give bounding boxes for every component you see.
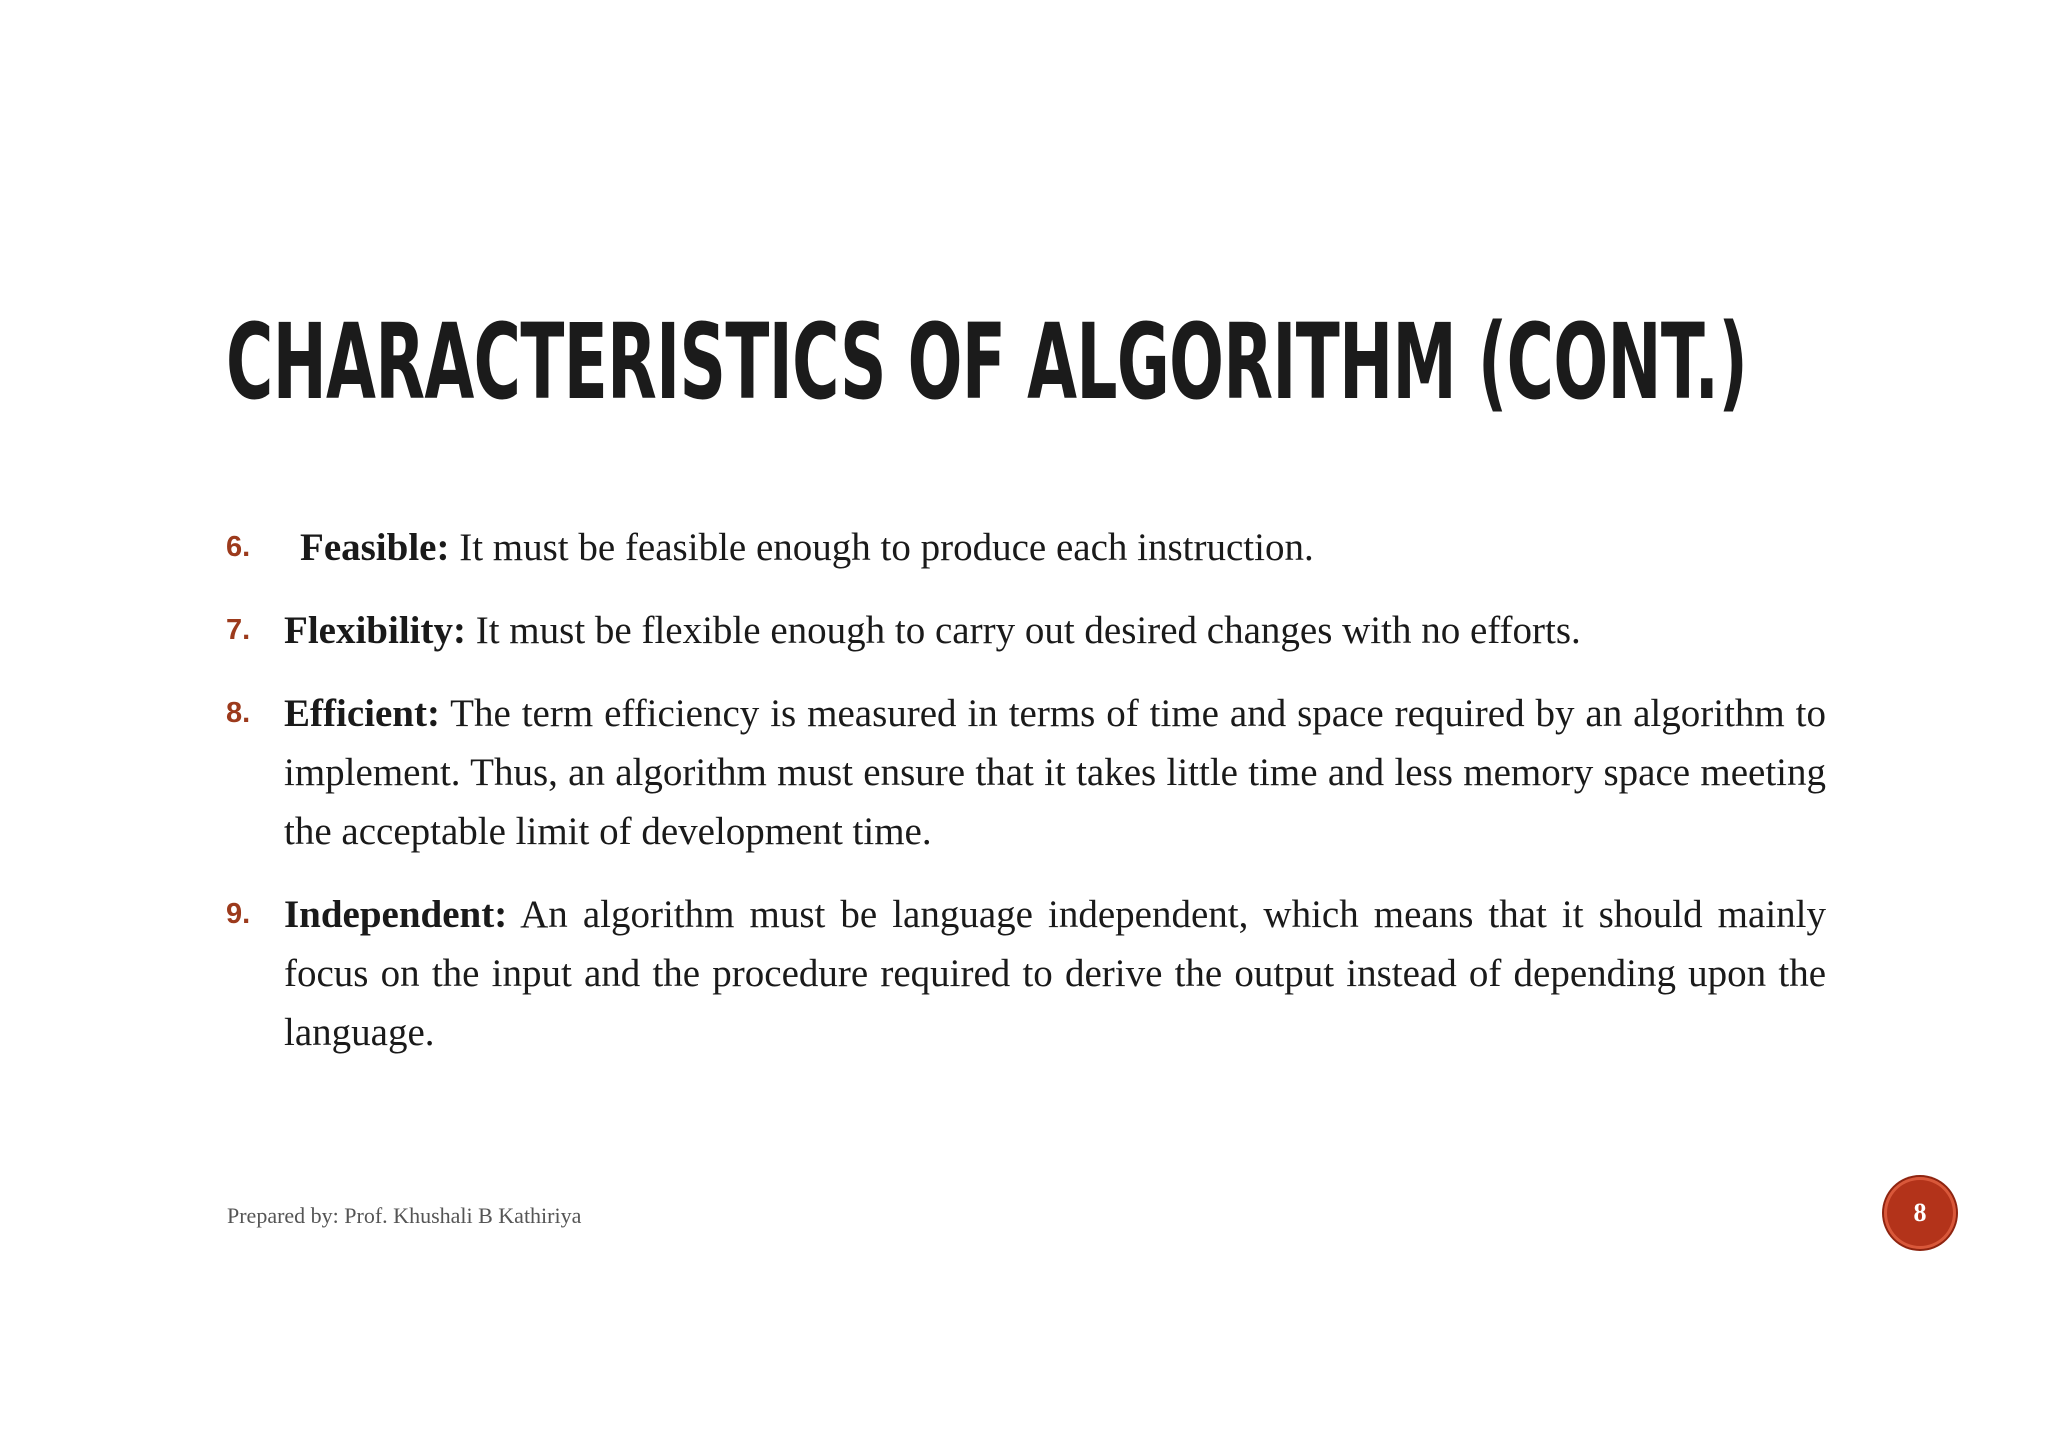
list-item <box>226 518 1826 577</box>
slide-title: CHARACTERISTICS OF ALGORITHM (CONT.) <box>226 301 1748 423</box>
list-item <box>226 684 1826 861</box>
item-number: 7. <box>226 614 251 646</box>
list-item <box>226 601 1826 660</box>
item-text-wrapper <box>284 518 1314 577</box>
footer-author: Prepared by: Prof. Khushali B Kathiriya <box>227 1203 582 1228</box>
item-number: 6. <box>226 531 251 563</box>
item-term: Independent: <box>284 893 508 936</box>
item-number: 8. <box>226 697 251 729</box>
page-number-badge: 8 <box>1884 1177 1956 1249</box>
item-term: Feasible: <box>300 526 450 569</box>
item-term: Efficient: <box>284 692 440 735</box>
item-number: 9. <box>226 898 251 930</box>
item-term: Flexibility: <box>284 609 466 652</box>
item-description: It must be flexible enough to carry out desired changes with no efforts. <box>475 609 1581 652</box>
item-description: It must be feasible enough to produce each instruction. <box>459 526 1314 569</box>
item-description: The term efficiency is measured in terms of time and space required by an algorithm to implement. Thus, an algorithm must ensure that it takes little time and less memory space meeting the acceptable limit of development time. <box>284 692 1826 853</box>
item-description: An algorithm must be language independent, which means that it should mainly focus on the input and the procedure required to derive the output instead of depending upon the language. <box>284 893 1826 1054</box>
list-item <box>226 885 1826 1062</box>
characteristics-list <box>226 518 1826 1086</box>
